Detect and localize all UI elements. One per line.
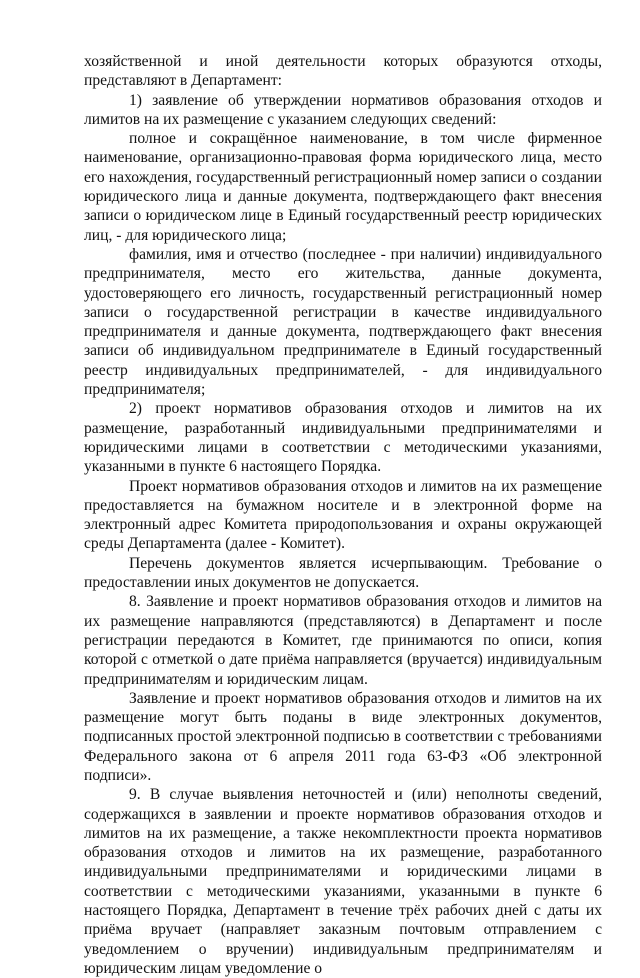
paragraph-electronic-submission: Заявление и проект нормативов образования отходов и лимитов на их размещение могут быть поданы в виде электронных документов, подписанных простой электронной подписью в соответствии с требованиями Федерального закона от 6 апреля 2011 года 63-ФЗ «Об электронной подписи». xyxy=(84,689,602,784)
document-page xyxy=(84,52,602,978)
paragraph-intro-continuation: хозяйственной и иной деятельности которых образуются отходы, представляют в Департамент: xyxy=(84,53,602,90)
paragraph-item-2-draft-norms: 2) проект нормативов образования отходов и лимитов на их размещение, разработанный индивидуальными предпринимателями и юридическими лицами в соответствии с методическими указаниями, указанными в пункте 6 настоящего Порядка. xyxy=(84,400,602,476)
paragraph-section-8: 8. Заявление и проект нормативов образования отходов и лимитов на их размещение направляются (представляются) в Департамент и после регистрации передаются в Комитет, где принимаются по описи, копия которой с отметкой о дате приёма направляется (вручается) индивидуальным предпринимателям и юридическим лицам. xyxy=(84,593,602,688)
paragraph-exhaustive-list: Перечень документов является исчерпывающим. Требование о предоставлении иных документов не допускается. xyxy=(84,554,602,592)
paragraph-draft-submission-format: Проект нормативов образования отходов и лимитов на их размещение предоставляется на бумажном носителе и в электронной форме на электронный адрес Комитета природопользования и охраны окружающей среды Департамента (далее - Комитет). xyxy=(84,477,602,553)
paragraph-entrepreneur-details: фамилия, имя и отчество (последнее - при наличии) индивидуального предпринимателя, место его жительства, данные документа, удостоверяющего его личность, государственный регистрационный номер записи о государственной регистрации в качестве индивидуального предпринимателя и данные документа, подтверждающего факт внесения записи об индивидуальном предпринимателе в Единый государственный реестр индивидуальных предпринимателей, - для индивидуального предпринимателя; xyxy=(84,245,602,399)
paragraph-section-9: 9. В случае выявления неточностей и (или) неполноты сведений, содержащихся в заявлении и проекте нормативов образования отходов и лимитов на их размещение, а также некомплектности проекта нормативов образования отходов и лимитов на их размещение, разработанного индивидуальными предпринимателями и юридическими лицами в соответствии с методическими указаниями, указанными в пункте 6 настоящего Порядка, Департамент в течение трёх рабочих дней с даты их приёма вручает (направляет заказным почтовым отправлением с уведомлением о вручении) индивидуальным предпринимателям и юридическим лицам уведомление о xyxy=(84,786,602,977)
paragraph-legal-entity-details: полное и сокращённое наименование, в том числе фирменное наименование, организационно-правовая форма юридического лица, место его нахождения, государственный регистрационный номер записи о создании юридического лица и данные документа, подтверждающего факт внесения записи о юридическом лице в Единый государственный реестр юридических лиц, - для юридического лица; xyxy=(84,130,602,244)
paragraph-item-1-application: 1) заявление об утверждении нормативов образования отходов и лимитов на их размещение с указанием следующих сведений: xyxy=(84,91,602,128)
